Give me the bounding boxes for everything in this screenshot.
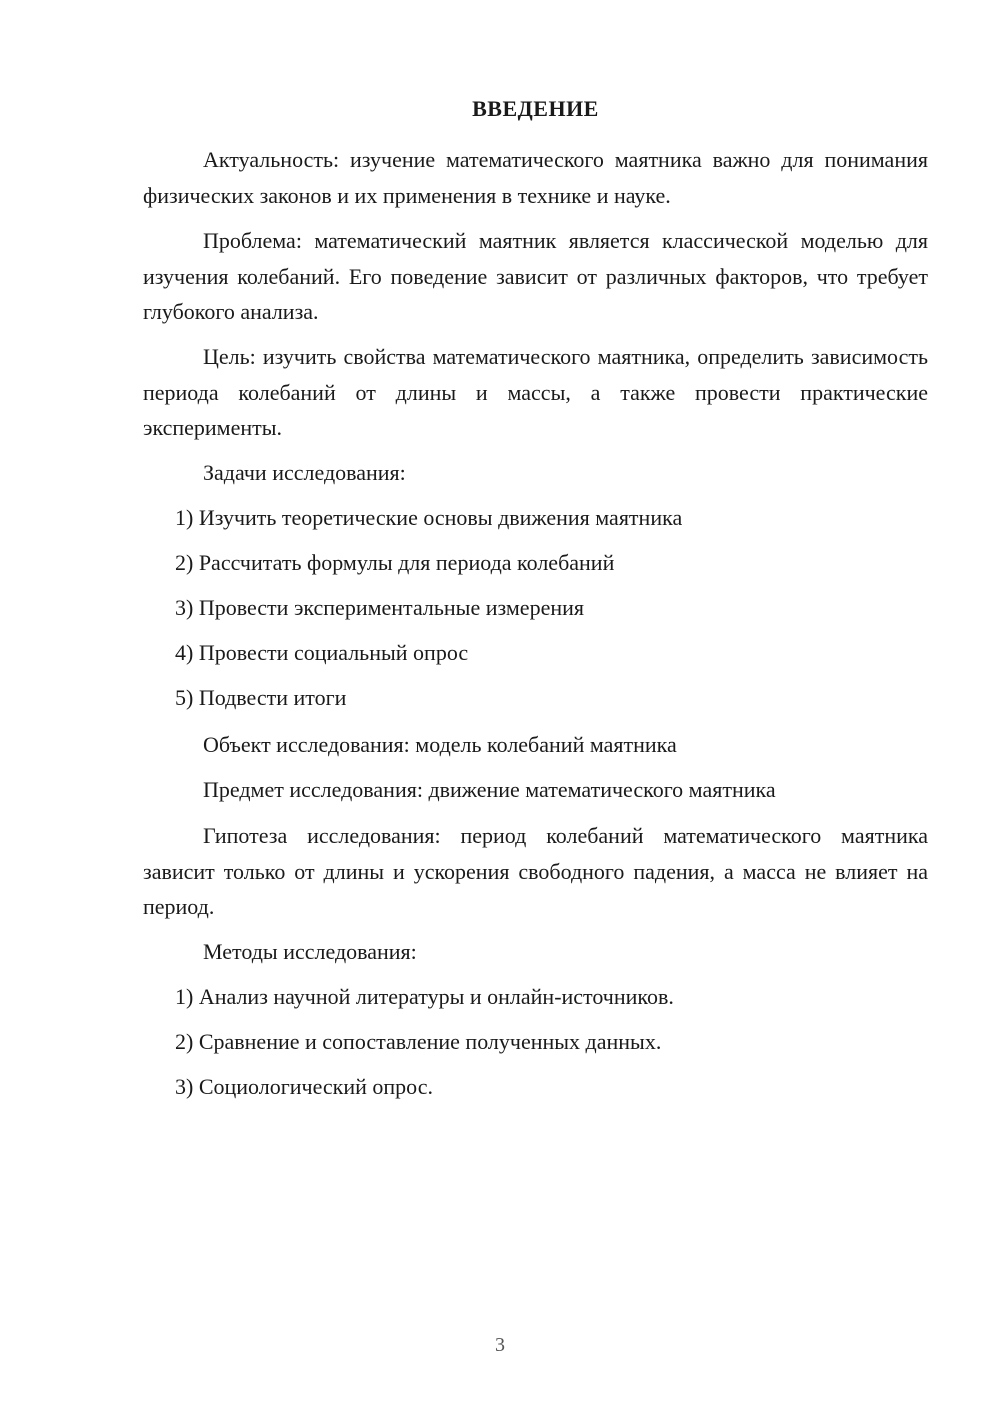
method-item: 1) Анализ научной литературы и онлайн-источников.: [175, 984, 674, 1009]
hypothesis-paragraph: Гипотеза исследования: период колебаний математического маятника зависит только от длины и ускорения свободного падения, а масса не влияет на период.: [143, 823, 928, 919]
task-item: 3) Провести экспериментальные измерения: [175, 595, 584, 620]
tasks-heading: Задачи исследования:: [203, 460, 406, 485]
task-item: 2) Рассчитать формулы для периода колебаний: [175, 550, 615, 575]
page-number: 3: [495, 1334, 505, 1356]
task-item: 4) Провести социальный опрос: [175, 640, 469, 665]
method-item: 2) Сравнение и сопоставление полученных данных.: [175, 1029, 662, 1054]
task-item: 1) Изучить теоретические основы движения маятника: [175, 505, 683, 530]
task-item: 5) Подвести итоги: [175, 685, 347, 710]
subject-line: Предмет исследования: движение математического маятника: [203, 777, 776, 802]
problem-paragraph: Проблема: математический маятник является классической моделью для изучения колебаний. Его поведение зависит от различных факторов, что требует глубокого анализа.: [143, 228, 928, 324]
relevance-paragraph: Актуальность: изучение математического маятника важно для понимания физических законов и их применения в технике и науке.: [143, 147, 928, 208]
method-item: 3) Социологический опрос.: [175, 1074, 433, 1099]
methods-heading: Методы исследования:: [203, 939, 417, 964]
section-title: ВВЕДЕНИЕ: [472, 96, 599, 121]
goal-paragraph: Цель: изучить свойства математического маятника, определить зависимость периода колебаний от длины и массы, а также провести практические эксперименты.: [143, 344, 928, 440]
object-line: Объект исследования: модель колебаний маятника: [203, 732, 677, 757]
